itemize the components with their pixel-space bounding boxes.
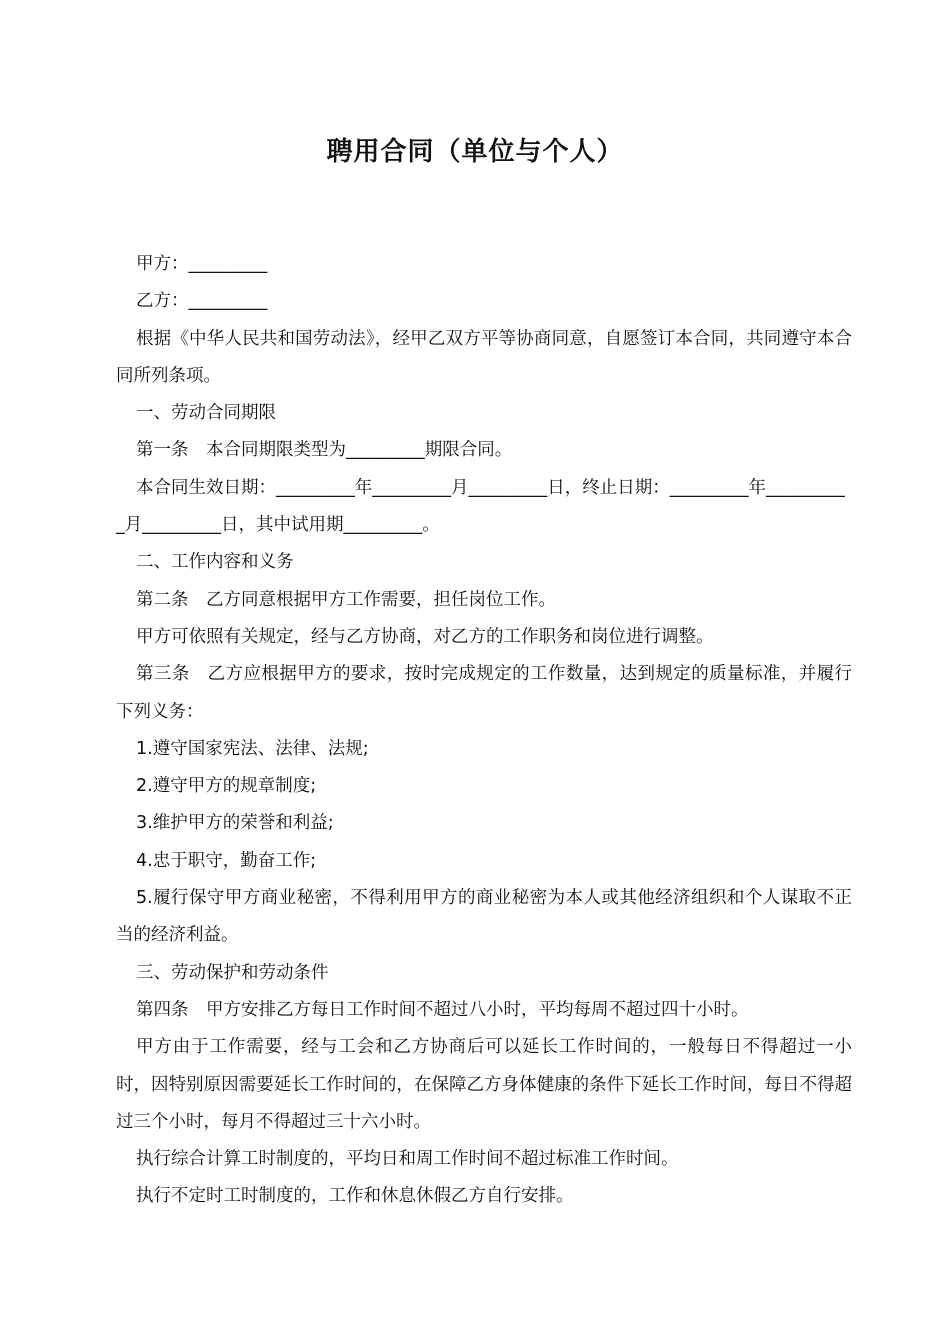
- party-a-line: 甲方：_________: [136, 254, 268, 274]
- article-4: 第四条 甲方安排乙方每日工作时间不超过八小时，平均每周不超过四十小时。: [136, 999, 749, 1020]
- duty-item-1: 1.遵守国家宪法、法律、法规;: [136, 738, 369, 759]
- section-heading-labor-protection: 三、劳动保护和劳动条件: [136, 962, 329, 983]
- section-heading-contract-term: 一、劳动合同期限: [136, 403, 276, 424]
- article-1: 第一条 本合同期限类型为_________期限合同。: [136, 440, 513, 461]
- flexible-hours-paragraph: 执行不定时工时制度的，工作和休息休假乙方自行安排。: [136, 1186, 574, 1207]
- comprehensive-hours-paragraph: 执行综合计算工时制度的，平均日和周工作时间不超过标准工作时间。: [136, 1149, 679, 1170]
- duty-item-4: 4.忠于职守，勤奋工作;: [136, 850, 317, 871]
- position-adjustment-paragraph: 甲方可依照有关规定，经与乙方协商，对乙方的工作职务和岗位进行调整。: [136, 626, 714, 647]
- effective-date-paragraph: 本合同生效日期：_________年_________月_________日，终止日期：_________年__________月_________日，其中试用期_________。: [116, 477, 845, 536]
- duty-item-2: 2.遵守甲方的规章制度;: [136, 776, 317, 797]
- preamble-paragraph: 根据《中华人民共和国劳动法》，经甲乙双方平等协商同意，自愿签订本合同，共同遵守本合同所列条项。: [116, 328, 852, 386]
- article-2: 第二条 乙方同意根据甲方工作需要，担任岗位工作。: [136, 589, 556, 610]
- party-b-line: 乙方：_________: [136, 291, 268, 312]
- duty-item-5: 5.履行保守甲方商业秘密，不得利用甲方的商业秘密为本人或其他经济组织和个人谋取不正当的经济利益。: [116, 888, 852, 946]
- section-heading-work-content: 二、工作内容和义务: [136, 552, 294, 573]
- overtime-paragraph: 甲方由于工作需要，经与工会和乙方协商后可以延长工作时间的，一般每日不得超过一小时，因特别原因需要延长工作时间的，在保障乙方身体健康的条件下延长工作时间，每日不得超过三个小时，每月不得超过三十六小时。: [116, 1037, 852, 1132]
- document-body: [116, 246, 852, 1216]
- document-title: 聘用合同（单位与个人）: [326, 137, 624, 167]
- duty-item-3: 3.维护甲方的荣誉和利益;: [136, 813, 334, 834]
- article-3: 第三条 乙方应根据甲方的要求，按时完成规定的工作数量，达到规定的质量标准，并履行下列义务：: [116, 664, 852, 722]
